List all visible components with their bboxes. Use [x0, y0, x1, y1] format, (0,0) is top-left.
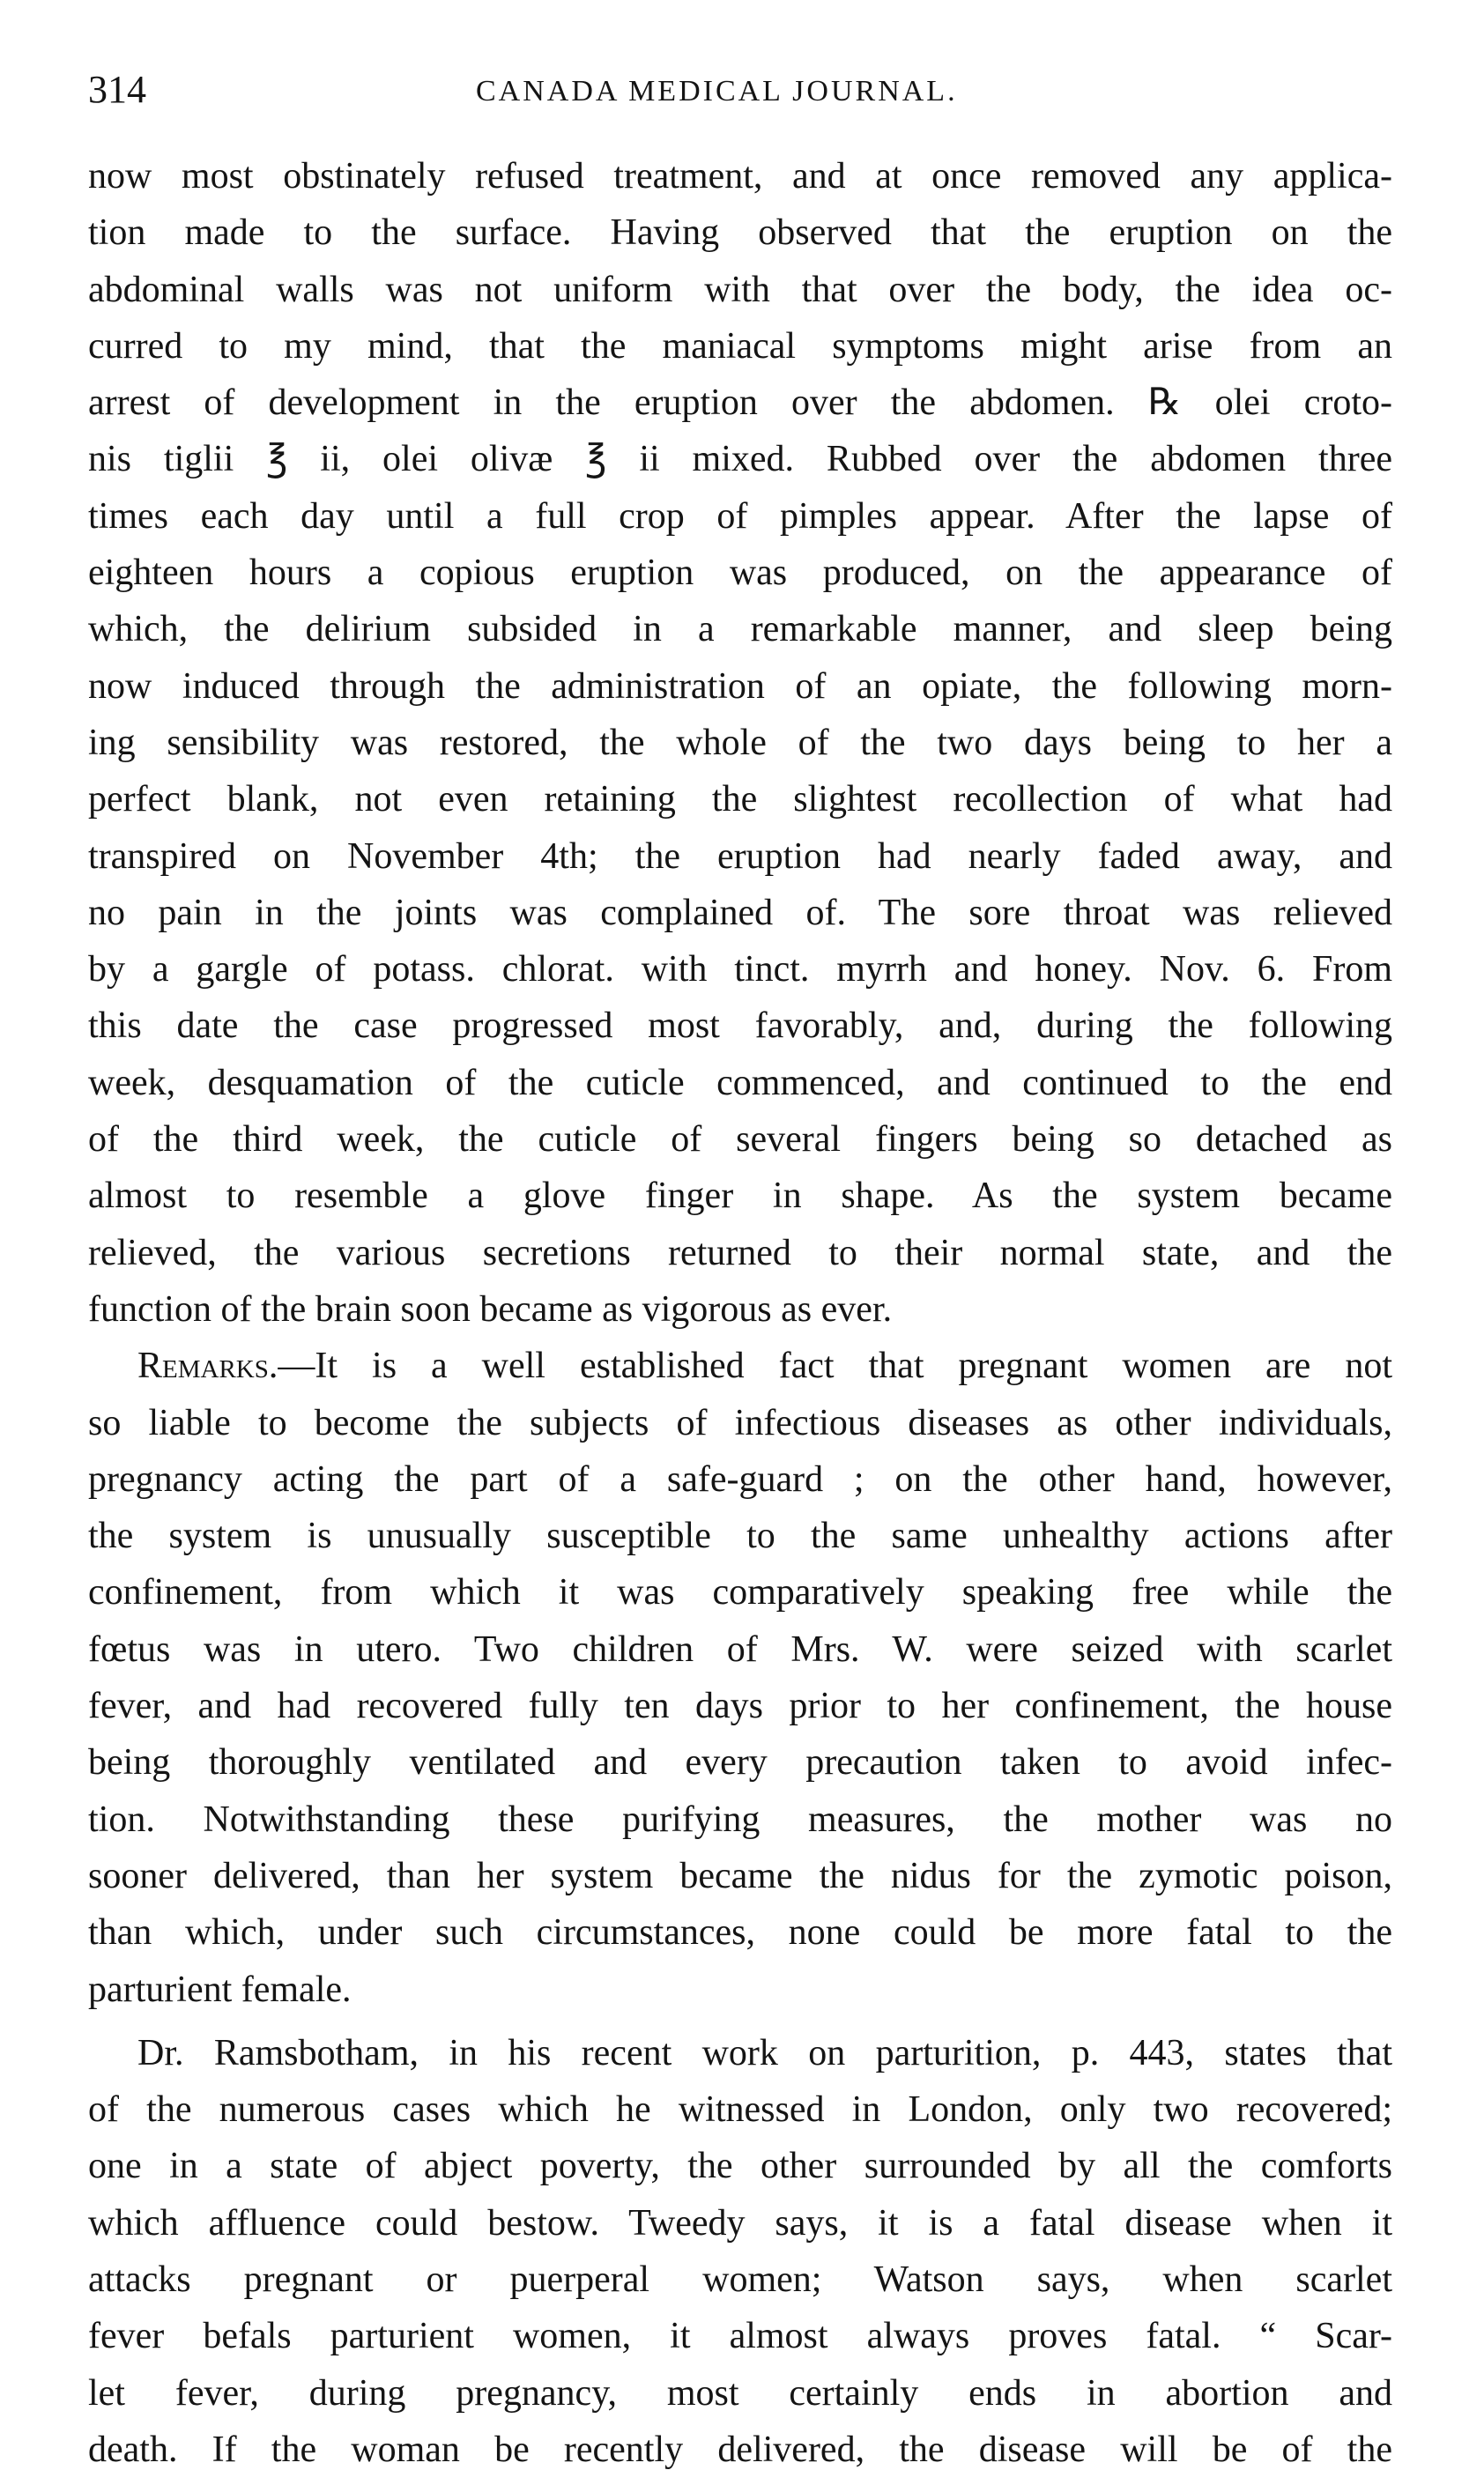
text-line: week, desquamation of the cuticle commenced, and continued to the end	[88, 1062, 1392, 1103]
text-line: let fever, during pregnancy, most certainly ends in abortion and	[88, 2372, 1392, 2414]
text-line: attacks pregnant or puerperal women; Watson says, when scarlet	[88, 2259, 1392, 2300]
text-line: curred to my mind, that the maniacal symptoms might arise from an	[88, 325, 1392, 367]
text-line: ing sensibility was restored, the whole of the two days being to her a	[88, 722, 1392, 763]
text-line: arrest of development in the eruption over the abdomen. ℞ olei croto-	[88, 382, 1392, 424]
text-line: being thoroughly ventilated and every precaution taken to avoid infec-	[88, 1742, 1392, 1784]
text-line: almost to resemble a glove finger in shape. As the system became	[88, 1176, 1392, 1217]
journal-title: CANADA MEDICAL JOURNAL.	[476, 75, 958, 108]
text-line: parturient female.	[88, 1969, 352, 2010]
text-line: which, the delirium subsided in a remarkable manner, and sleep being	[88, 609, 1392, 650]
running-head	[88, 63, 1392, 125]
text-line: confinement, from which it was comparatively speaking free while the	[88, 1572, 1392, 1613]
text-line: perfect blank, not even retaining the slightest recollection of what had	[88, 779, 1392, 820]
remarks-text: —It is a well established fact that pregnant women are not	[278, 1346, 1392, 1387]
remarks-line	[88, 1338, 1392, 1394]
text-line: now induced through the administration of an opiate, the following morn-	[88, 665, 1392, 707]
text-line: now most obstinately refused treatment, and at once removed any applica-	[88, 156, 1392, 197]
text-line: Dr. Ramsbotham, in his recent work on parturition, p. 443, states that	[137, 2032, 1392, 2073]
text-line: pregnancy acting the part of a safe-guard ; on the other hand, however,	[88, 1458, 1392, 1500]
text-line: abdominal walls was not uniform with that over the body, the idea oc-	[88, 269, 1392, 310]
text-line: which affluence could bestow. Tweedy says, it is a fatal disease when it	[88, 2202, 1392, 2244]
text-line: function of the brain soon became as vigorous as ever.	[88, 1288, 893, 1330]
text-line: this date the case progressed most favorably, and, during the following	[88, 1005, 1392, 1047]
text-line: than which, under such circumstances, none could be more fatal to the	[88, 1912, 1392, 1954]
text-line: sooner delivered, than her system became the nidus for the zymotic poison,	[88, 1855, 1392, 1896]
text-line: so liable to become the subjects of infectious diseases as other individuals,	[88, 1402, 1392, 1443]
text-line: one in a state of abject poverty, the other surrounded by all the comforts	[88, 2146, 1392, 2187]
text-line: nis tiglii ℥ ii, olei olivæ ℥ ii mixed. Rubbed over the abdomen three	[88, 439, 1392, 480]
text-line: no pain in the joints was complained of. The sore throat was relieved	[88, 892, 1392, 933]
text-line: fœtus was in utero. Two children of Mrs. W. were seized with scarlet	[88, 1628, 1392, 1670]
text-line: tion made to the surface. Having observed that the eruption on the	[88, 212, 1392, 254]
text-line: times each day until a full crop of pimples appear. After the lapse of	[88, 495, 1392, 537]
remarks-heading: Remarks.	[137, 1346, 278, 1387]
body-text	[88, 148, 1392, 2478]
text-line: of the third week, the cuticle of several fingers being so detached as	[88, 1119, 1392, 1161]
paragraph-gap	[88, 2018, 1392, 2025]
text-line: transpired on November 4th; the eruption had nearly faded away, and	[88, 835, 1392, 877]
text-line: of the numerous cases which he witnessed in London, only two recovered;	[88, 2089, 1392, 2131]
text-line: by a gargle of potass. chlorat. with tinct. myrrh and honey. Nov. 6. From	[88, 949, 1392, 990]
text-line: tion. Notwithstanding these purifying measures, the mother was no	[88, 1799, 1392, 1840]
page-number: 314	[88, 68, 146, 111]
text-line: fever, and had recovered fully ten days prior to her confinement, the house	[88, 1686, 1392, 1727]
text-line: eighteen hours a copious eruption was produced, on the appearance of	[88, 553, 1392, 594]
text-line: death. If the woman be recently delivered, the disease will be of the	[88, 2429, 1392, 2470]
text-line: relieved, the various secretions returned to their normal state, and the	[88, 1232, 1392, 1273]
text-line: the system is unusually susceptible to the same unhealthy actions after	[88, 1516, 1392, 1557]
text-line: fever befals parturient women, it almost always proves fatal. “ Scar-	[88, 2316, 1392, 2357]
